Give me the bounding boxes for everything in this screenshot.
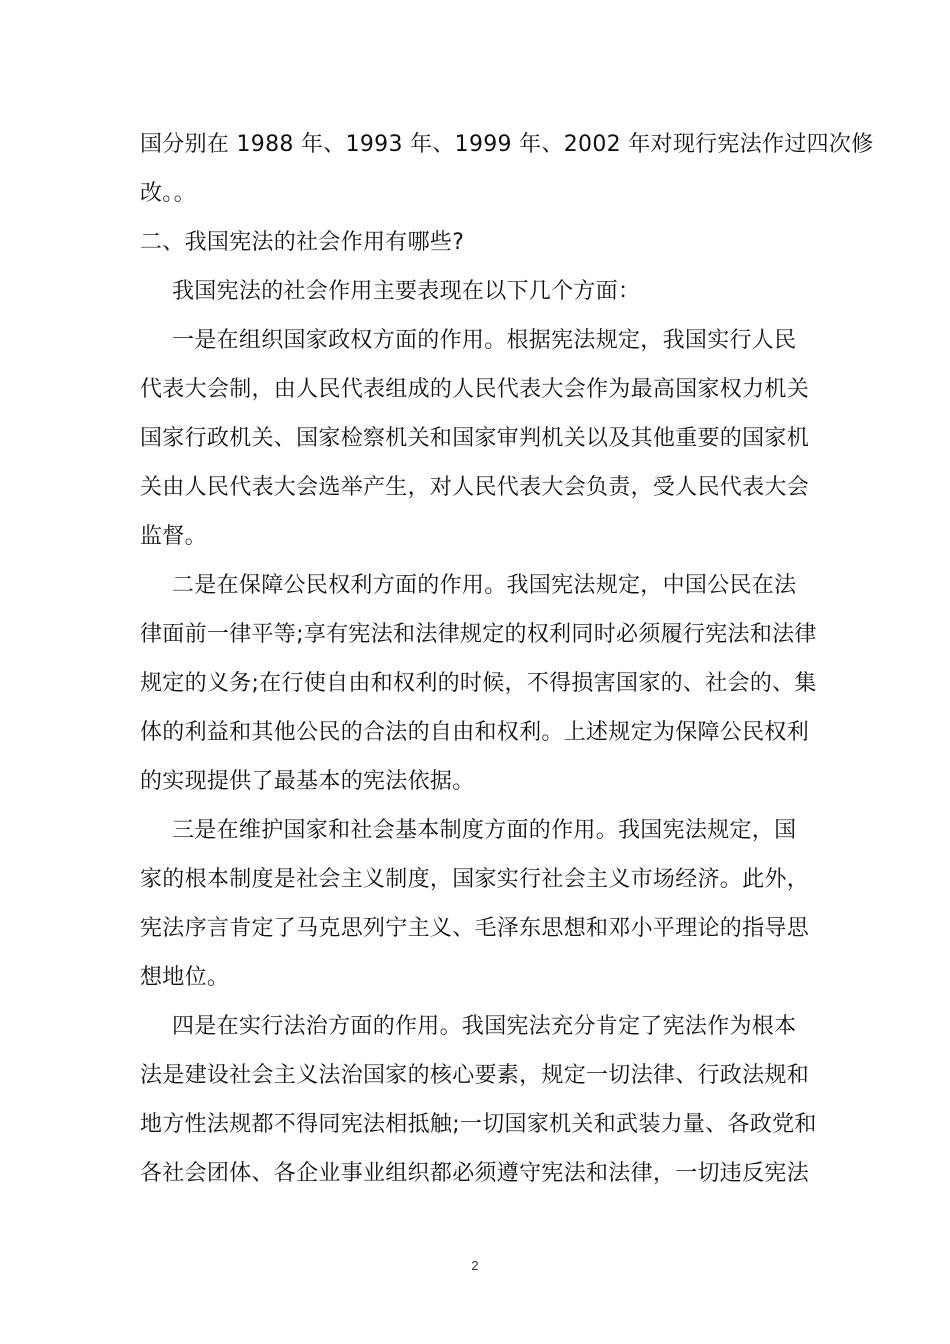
text-line: 律面前一律平等;享有宪法和法律规定的权利同时必须履行宪法和法律 bbox=[140, 622, 817, 647]
text-line: 改。。 bbox=[140, 181, 196, 206]
text-line: 关由人民代表大会选举产生，对人民代表大会负责，受人民代表大会 bbox=[140, 475, 810, 500]
body-text bbox=[140, 120, 874, 1198]
paragraph-1-start: 一是在组织国家政权方面的作用。根据宪法规定，我国实行人民 bbox=[172, 328, 797, 353]
page-number: 2 bbox=[471, 1258, 479, 1273]
text-line: 的实现提供了最基本的宪法依据。 bbox=[140, 769, 475, 794]
text-line: 各社会团体、各企业事业组织都必须遵守宪法和法律，一切违反宪法 bbox=[140, 1161, 810, 1186]
paragraph-3-start: 三是在维护国家和社会基本制度方面的作用。我国宪法规定，国 bbox=[172, 818, 797, 843]
text-line: 宪法序言肯定了马克思列宁主义、毛泽东思想和邓小平理论的指导思 bbox=[140, 916, 810, 941]
section-heading: 二、我国宪法的社会作用有哪些? bbox=[140, 230, 465, 255]
paragraph-4-start: 四是在实行法治方面的作用。我国宪法充分肯定了宪法作为根本 bbox=[172, 1014, 797, 1039]
paragraph-intro: 我国宪法的社会作用主要表现在以下几个方面： bbox=[172, 279, 641, 304]
text-line: 监督。 bbox=[140, 524, 207, 549]
text-line: 地方性法规都不得同宪法相抵触;一切国家机关和武装力量、各政党和 bbox=[140, 1112, 817, 1137]
text-line: 体的利益和其他公民的合法的自由和权利。上述规定为保障公民权利 bbox=[140, 720, 810, 745]
text-line: 国家行政机关、国家检察机关和国家审判机关以及其他重要的国家机 bbox=[140, 426, 810, 451]
text-line: 代表大会制，由人民代表组成的人民代表大会作为最高国家权力机关 bbox=[140, 377, 810, 402]
text-line: 国分别在 1988 年、1993 年、1999 年、2002 年对现行宪法作过四次修 bbox=[140, 132, 874, 157]
text-line: 法是建设社会主义法治国家的核心要素，规定一切法律、行政法规和 bbox=[140, 1063, 810, 1088]
text-line: 规定的义务;在行使自由和权利的时候，不得损害国家的、社会的、集 bbox=[140, 671, 817, 696]
paragraph-2-start: 二是在保障公民权利方面的作用。我国宪法规定，中国公民在法 bbox=[172, 573, 797, 598]
text-line: 家的根本制度是社会主义制度，国家实行社会主义市场经济。此外， bbox=[140, 867, 810, 892]
text-line: 想地位。 bbox=[140, 965, 230, 990]
